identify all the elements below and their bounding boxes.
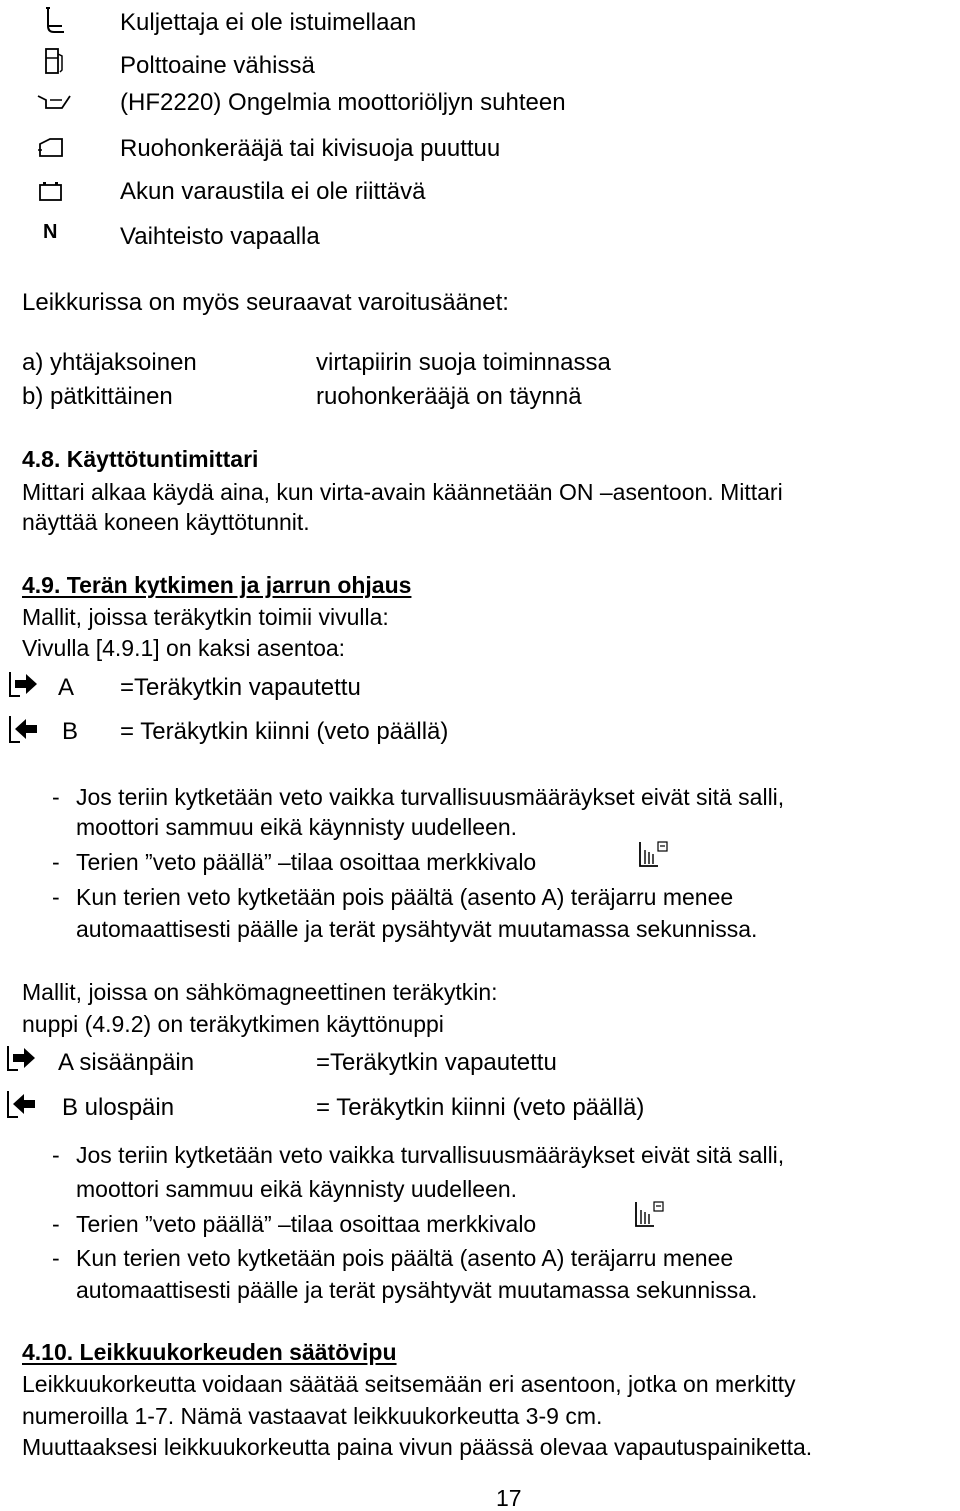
- page-number: 17: [496, 1485, 522, 1511]
- position-label: A sisäänpäin: [58, 1049, 195, 1076]
- section-heading: 4.8. Käyttötuntimittari: [22, 446, 259, 472]
- sound-meaning: ruohonkerääjä on täynnä: [316, 383, 582, 410]
- position-label: B ulospäin: [62, 1094, 175, 1121]
- sound-meaning: virtapiirin suoja toiminnassa: [316, 349, 611, 376]
- arrow-in-icon: [6, 670, 40, 700]
- paragraph-line: Mallit, joissa on sähkömagneettinen teräkytkin:: [22, 979, 498, 1005]
- paragraph-line: Leikkuukorkeutta voidaan säätää seitsemään eri asentoon, jotka on merkitty: [22, 1371, 796, 1397]
- seat-icon: [44, 6, 66, 34]
- arrow-in-icon: [4, 1044, 38, 1074]
- note-dash: -: [52, 1142, 60, 1168]
- section-heading: 4.10. Leikkuukorkeuden säätövipu: [22, 1339, 397, 1365]
- oil-can-icon: [36, 90, 72, 112]
- note-line: Kun terien veto kytketään pois päältä (asento A) teräjarru menee: [76, 1245, 734, 1271]
- paragraph-line: Mittari alkaa käydä aina, kun virta-avain käännetään ON –asentoon. Mittari: [22, 479, 783, 505]
- position-value: = Teräkytkin kiinni (veto päällä): [316, 1094, 645, 1121]
- note-line: Jos teriin kytketään veto vaikka turvallisuusmääräykset eivät sitä salli,: [76, 784, 785, 810]
- battery-icon: [38, 180, 64, 202]
- fuel-pump-icon: [44, 46, 66, 76]
- position-value: =Teräkytkin vapautettu: [316, 1049, 557, 1076]
- position-value: = Teräkytkin kiinni (veto päällä): [120, 718, 449, 745]
- paragraph-line: numeroilla 1-7. Nämä vastaavat leikkuukorkeutta 3-9 cm.: [22, 1403, 603, 1429]
- indicator-text: (HF2220) Ongelmia moottoriöljyn suhteen: [120, 89, 566, 116]
- sounds-intro: Leikkurissa on myös seuraavat varoitusäänet:: [22, 289, 509, 316]
- note-line: moottori sammuu eikä käynnisty uudelleen.: [76, 1176, 518, 1202]
- sound-label: b) pätkittäinen: [22, 383, 173, 410]
- note-line: Kun terien veto kytketään pois päältä (asento A) teräjarru menee: [76, 884, 734, 910]
- note-line: Jos teriin kytketään veto vaikka turvallisuusmääräykset eivät sitä salli,: [76, 1142, 785, 1168]
- blade-engaged-icon: [636, 840, 670, 872]
- note-dash: -: [52, 784, 60, 810]
- position-label: B: [62, 718, 79, 745]
- blade-engaged-icon: [632, 1200, 666, 1232]
- note-line: automaattisesti päälle ja terät pysähtyvät muutamassa sekunnissa.: [76, 916, 758, 942]
- paragraph-line: näyttää koneen käyttötunnit.: [22, 509, 310, 535]
- grass-bag-icon: [36, 136, 66, 160]
- section-heading: 4.9. Terän kytkimen ja jarrun ohjaus: [22, 572, 412, 598]
- note-line: Terien ”veto päällä” –tilaa osoittaa merkkivalo: [76, 849, 537, 875]
- paragraph-line: Vivulla [4.9.1] on kaksi asentoa:: [22, 635, 346, 661]
- paragraph-line: Muuttaaksesi leikkuukorkeutta paina vivun päässä olevaa vapautuspainiketta.: [22, 1434, 813, 1460]
- arrow-out-icon: [4, 1089, 38, 1121]
- position-value: =Teräkytkin vapautettu: [120, 674, 361, 701]
- indicator-text: Kuljettaja ei ole istuimellaan: [120, 9, 417, 36]
- note-line: Terien ”veto päällä” –tilaa osoittaa merkkivalo: [76, 1211, 537, 1237]
- note-dash: -: [52, 884, 60, 910]
- arrow-out-icon: [6, 714, 40, 746]
- note-line: moottori sammuu eikä käynnisty uudelleen.: [76, 814, 518, 840]
- position-label: A: [58, 674, 75, 701]
- paragraph-line: nuppi (4.9.2) on teräkytkimen käyttönuppi: [22, 1011, 444, 1037]
- indicator-text: Polttoaine vähissä: [120, 52, 315, 79]
- neutral-icon: N: [43, 221, 58, 243]
- sound-label: a) yhtäjaksoinen: [22, 349, 197, 376]
- indicator-text: Vaihteisto vapaalla: [120, 223, 320, 250]
- note-dash: -: [52, 1211, 60, 1237]
- note-dash: -: [52, 1245, 60, 1271]
- indicator-text: Ruohonkerääjä tai kivisuoja puuttuu: [120, 135, 501, 162]
- paragraph-line: Mallit, joissa teräkytkin toimii vivulla:: [22, 604, 389, 630]
- indicator-text: Akun varaustila ei ole riittävä: [120, 178, 426, 205]
- note-line: automaattisesti päälle ja terät pysähtyvät muutamassa sekunnissa.: [76, 1277, 758, 1303]
- note-dash: -: [52, 849, 60, 875]
